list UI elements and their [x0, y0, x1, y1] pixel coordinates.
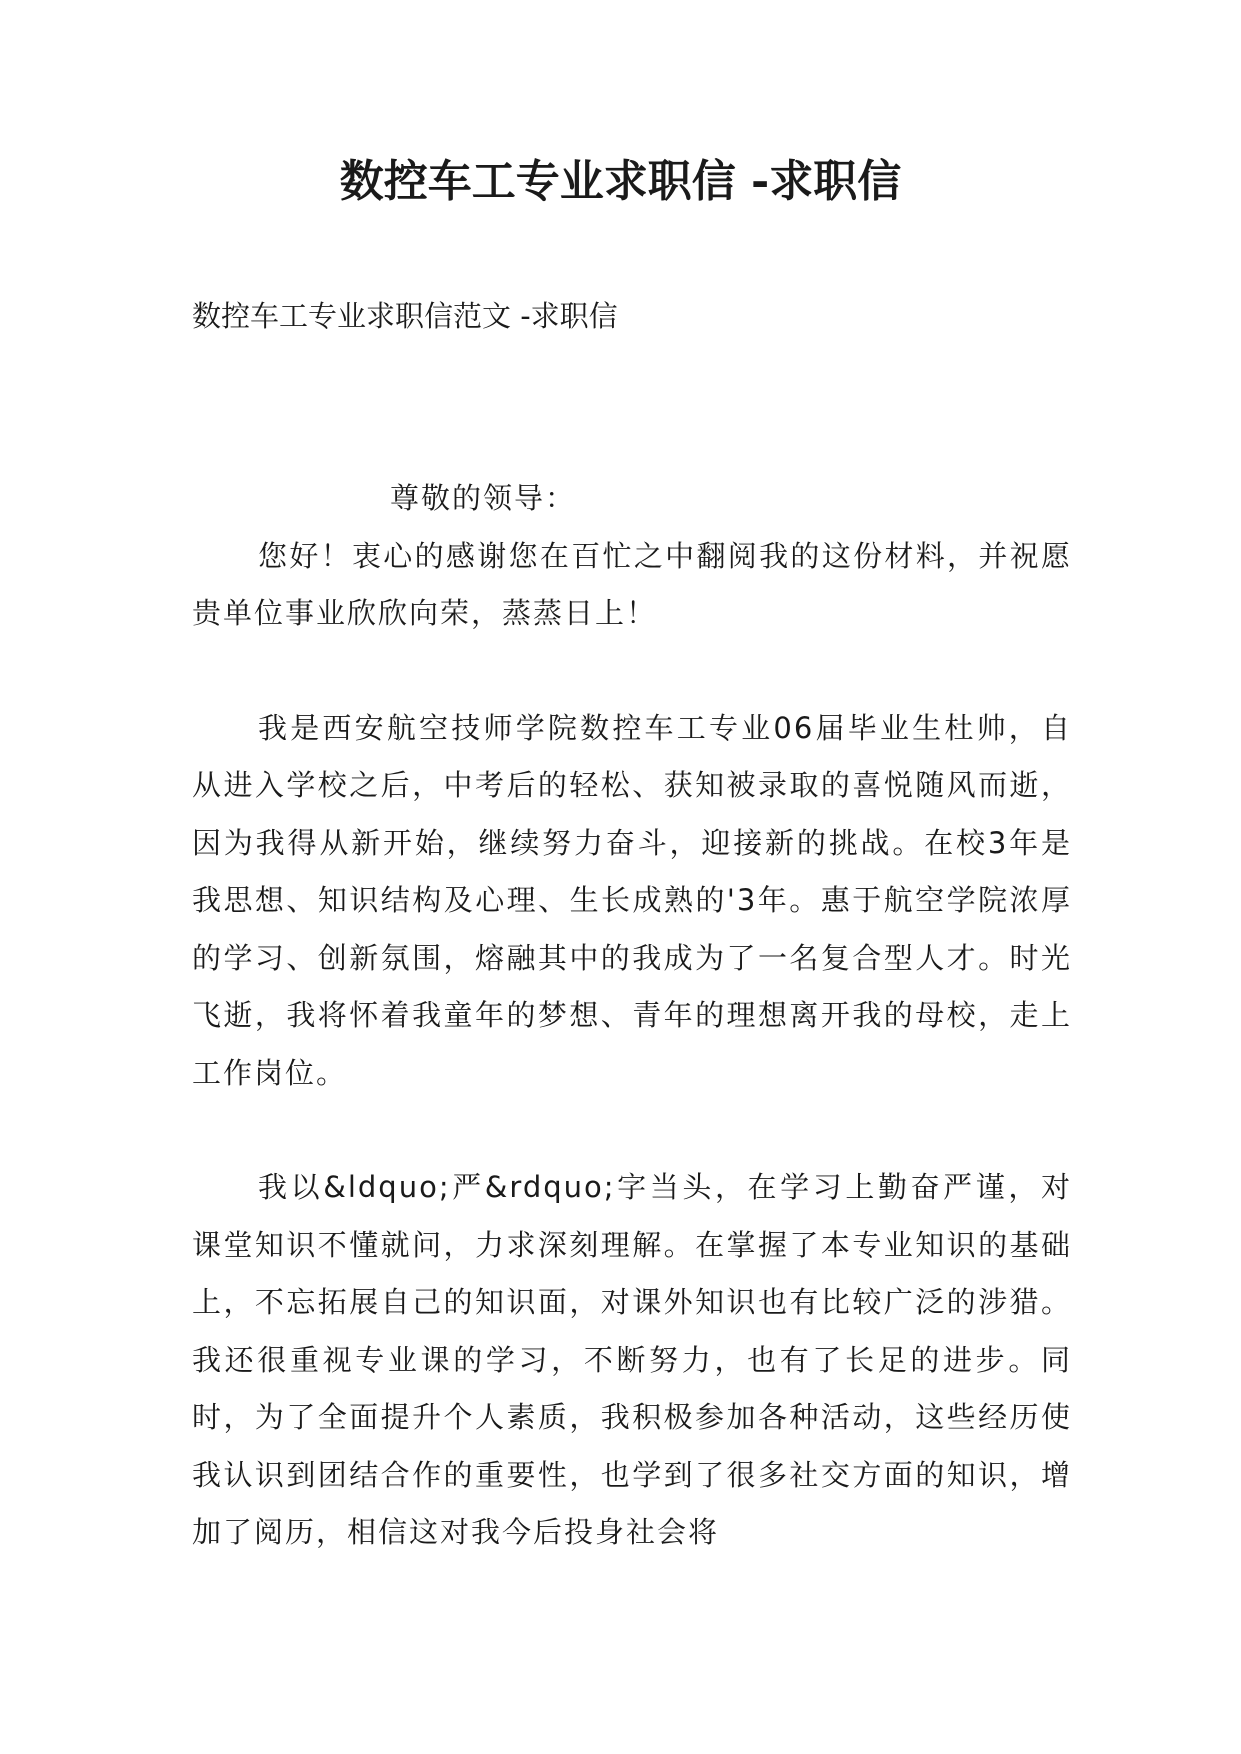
letter-salutation: 尊敬的领导：	[390, 481, 577, 515]
paragraph-greeting: 您好！衷心的感谢您在百忙之中翻阅我的这份材料，并祝愿贵单位事业欣欣向荣，蒸蒸日上！	[192, 538, 1072, 630]
paragraph-study: 我以&ldquo;严&rdquo;字当头，在学习上勤奋严谨，对课堂知识不懂就问，力求深刻理解。在掌握了本专业知识的基础上，不忘拓展自己的知识面，对课外知识也有比较广泛的涉猎。我还很重视专业课的学习，不断努力，也有了长足的进步。同时，为了全面提升个人素质，我积极参加各种活动，这些经历使我认识到团结合作的重要性，也学到了很多社交方面的知识，增加了阅历，相信这对我今后投身社会将	[192, 1170, 1072, 1549]
letter-body	[192, 470, 1072, 1562]
document-subtitle: 数控车工专业求职信范文 -求职信	[192, 299, 618, 333]
paragraph-gap	[192, 643, 1072, 700]
document-title: 数控车工专业求职信 -求职信	[339, 156, 902, 207]
paragraph-introduction: 我是西安航空技师学院数控车工专业06届毕业生杜帅，自从进入学校之后，中考后的轻松、获知被录取的喜悦随风而逝，因为我得从新开始，继续努力奋斗，迎接新的挑战。在校3年是我思想、知识结构及心理、生长成熟的'3年。惠于航空学院浓厚的学习、创新氛围，熔融其中的我成为了一名复合型人才。时光飞逝，我将怀着我童年的梦想、青年的理想离开我的母校，走上工作岗位。	[192, 710, 1072, 1090]
paragraph-gap	[192, 1102, 1072, 1159]
